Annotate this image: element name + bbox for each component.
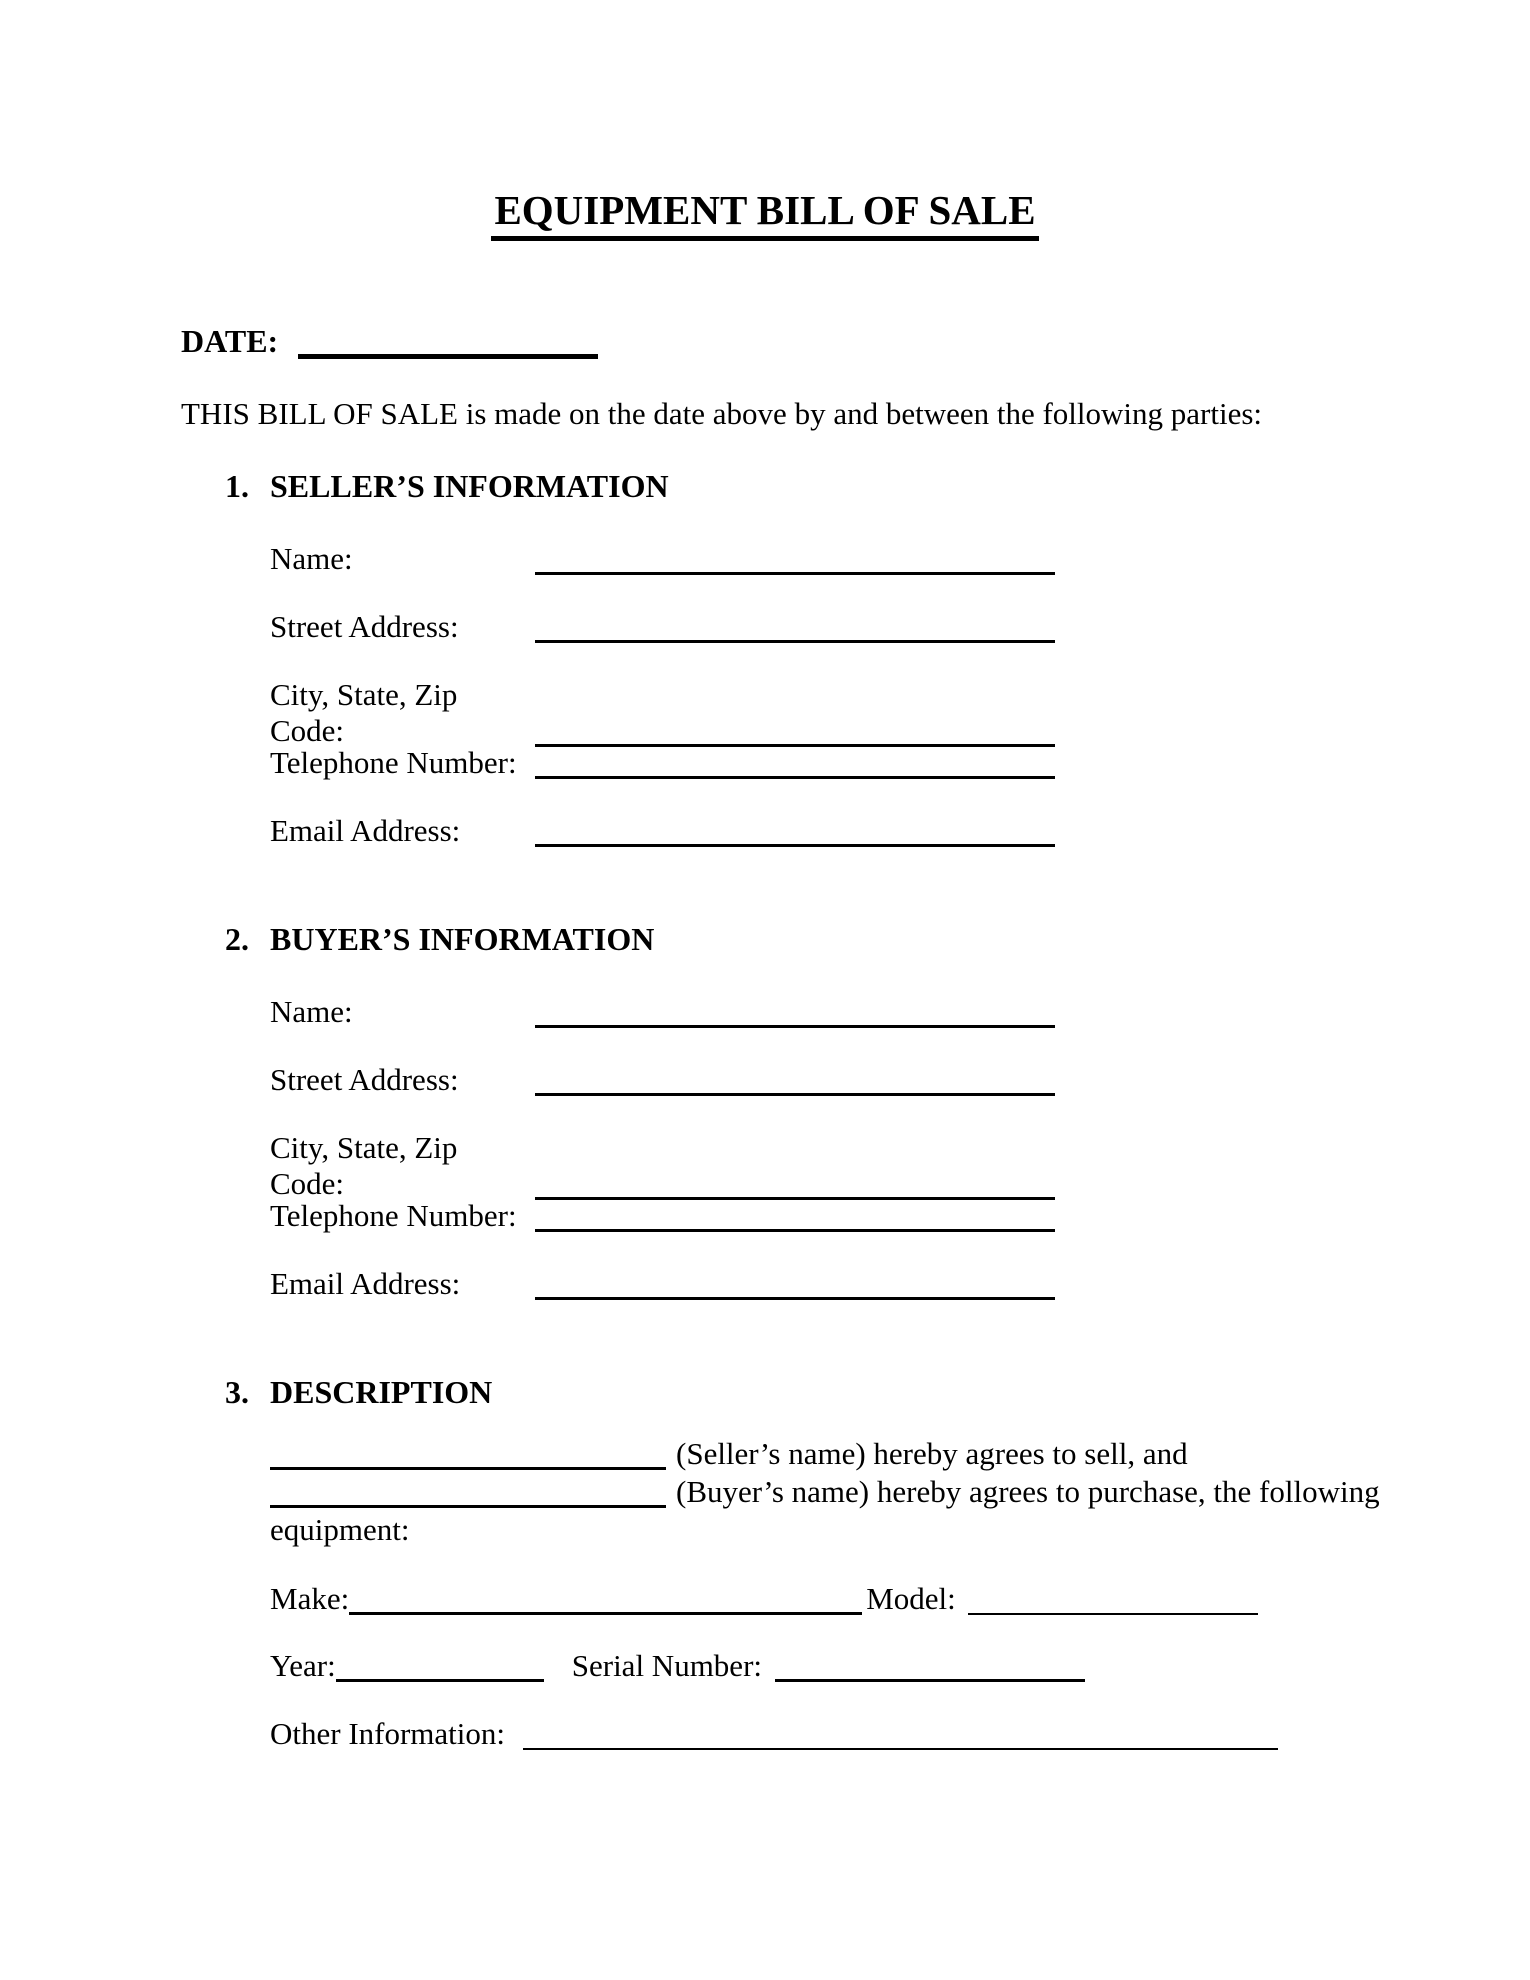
description-line-1 xyxy=(270,1435,1530,1473)
make-label: Make: xyxy=(270,1581,350,1617)
buyer-fields xyxy=(270,994,1530,1302)
field-row-seller-street xyxy=(270,609,1530,645)
description-line-2-text: (Buyer’s name) hereby agrees to purchase, the following xyxy=(676,1474,1380,1510)
buyer-telephone-line[interactable] xyxy=(535,1229,1055,1232)
other-information-row xyxy=(270,1716,1530,1752)
field-row-seller-city xyxy=(270,677,1530,749)
section-3-number: 3. xyxy=(225,1374,249,1411)
section-2-title: BUYER’S INFORMATION xyxy=(270,921,655,958)
description-paragraph xyxy=(270,1435,1530,1549)
seller-name-line[interactable] xyxy=(535,572,1055,575)
field-row-seller-email xyxy=(270,813,1530,849)
seller-name-label: Name: xyxy=(270,541,353,577)
field-row-buyer-email xyxy=(270,1266,1530,1302)
date-label: DATE: xyxy=(181,323,279,360)
make-model-row xyxy=(270,1581,1530,1617)
buyer-street-address-label: Street Address: xyxy=(270,1062,459,1098)
field-row-buyer-street xyxy=(270,1062,1530,1098)
description-line-1-text: (Seller’s name) hereby agrees to sell, and xyxy=(676,1436,1188,1472)
seller-telephone-label: Telephone Number: xyxy=(270,745,517,781)
buyer-email-label: Email Address: xyxy=(270,1266,461,1302)
description-line-2 xyxy=(270,1473,1530,1511)
section-1-heading xyxy=(225,468,1530,504)
section-3-title: DESCRIPTION xyxy=(270,1374,493,1411)
section-1-title: SELLER’S INFORMATION xyxy=(270,468,669,505)
description-buyer-name-line[interactable] xyxy=(270,1505,666,1508)
buyer-email-line[interactable] xyxy=(535,1297,1055,1300)
section-2-number: 2. xyxy=(225,921,249,958)
make-line[interactable] xyxy=(349,1612,862,1615)
seller-street-address-line[interactable] xyxy=(535,640,1055,643)
other-information-label: Other Information: xyxy=(270,1716,506,1752)
intro-paragraph: THIS BILL OF SALE is made on the date above by and between the following parties: xyxy=(181,396,1263,432)
serial-number-line[interactable] xyxy=(775,1679,1085,1682)
field-row-seller-name xyxy=(270,541,1530,577)
field-row-buyer-phone xyxy=(270,1198,1530,1234)
buyer-name-line[interactable] xyxy=(535,1025,1055,1028)
field-row-buyer-city xyxy=(270,1130,1530,1202)
date-blank-line[interactable] xyxy=(298,354,598,359)
year-line[interactable] xyxy=(336,1679,544,1682)
model-label: Model: xyxy=(866,1581,956,1617)
date-row xyxy=(181,323,1530,359)
seller-fields xyxy=(270,541,1530,849)
model-line[interactable] xyxy=(968,1613,1258,1615)
section-2-heading xyxy=(225,921,1530,957)
field-row-buyer-name xyxy=(270,994,1530,1030)
buyer-telephone-label: Telephone Number: xyxy=(270,1198,517,1234)
buyer-city-state-zip-label: City, State, Zip Code: xyxy=(270,1130,458,1202)
document-title: EQUIPMENT BILL OF SALE xyxy=(491,188,1038,241)
seller-email-line[interactable] xyxy=(535,844,1055,847)
section-1-number: 1. xyxy=(225,468,249,505)
description-seller-name-line[interactable] xyxy=(270,1467,666,1470)
seller-email-label: Email Address: xyxy=(270,813,461,849)
section-buyer xyxy=(0,921,1530,1302)
buyer-street-address-line[interactable] xyxy=(535,1093,1055,1096)
title-wrap xyxy=(0,0,1530,241)
year-label: Year: xyxy=(270,1648,336,1684)
year-serial-row xyxy=(270,1648,1530,1684)
seller-city-state-zip-label: City, State, Zip Code: xyxy=(270,677,458,749)
seller-street-address-label: Street Address: xyxy=(270,609,459,645)
seller-telephone-line[interactable] xyxy=(535,776,1055,779)
field-row-seller-phone xyxy=(270,745,1530,781)
section-description xyxy=(0,1374,1530,1752)
description-line-3: equipment: xyxy=(270,1512,410,1548)
section-seller xyxy=(0,468,1530,849)
serial-number-label: Serial Number: xyxy=(571,1648,763,1684)
buyer-name-label: Name: xyxy=(270,994,353,1030)
section-3-heading xyxy=(225,1374,1530,1410)
other-information-line[interactable] xyxy=(523,1748,1278,1750)
